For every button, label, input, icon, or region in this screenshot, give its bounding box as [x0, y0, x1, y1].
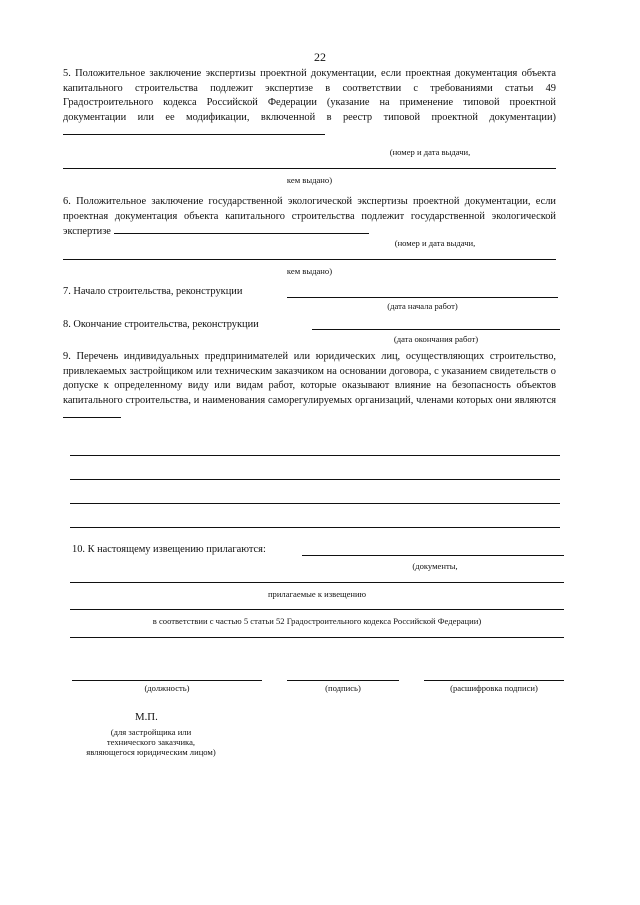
item-9-input-line[interactable]	[63, 408, 121, 418]
stamp-note: (для застройщика или технического заказчика, являющегося юридическим лицом)	[86, 727, 216, 758]
item-9-text: 9. Перечень индивидуальных предпринимателей или юридических лиц, осуществляющих строительство, привлекаемых застройщиком или техническим заказчиком на основании договора, с указанием свидетельств о допуске к определенному виду или видам работ, которые оказывают влияние на безопасность объектов капитального строительства, и наименования саморегулируемых организаций, членами которых они являются	[63, 351, 556, 406]
item-10-caption-attached: прилагаемые к извещению	[267, 589, 367, 599]
item-10-line-4[interactable]	[70, 637, 564, 638]
item-10-caption-documents: (документы,	[412, 561, 458, 571]
position-caption: (должность)	[144, 683, 190, 693]
position-line[interactable]	[72, 680, 262, 681]
item-10-caption-article: в соответствии с частью 5 статьи 52 Градостроительного кодекса Российской Федерации)	[152, 616, 482, 626]
item-10-line-2[interactable]	[70, 582, 564, 583]
item-5	[63, 67, 556, 141]
item-5-caption-number-date: (номер и дата выдачи,	[389, 147, 471, 157]
signature-caption: (подпись)	[325, 683, 361, 693]
page-number: 22	[314, 50, 326, 64]
item-6-second-line[interactable]	[63, 259, 556, 260]
item-6-caption-number-date: (номер и дата выдачи,	[394, 238, 476, 248]
item-6-text: 6. Положительное заключение государственной экологической экспертизы проектной документации, если проектная документация объекта капитального строительства подлежит государственной экологической экспертизе	[63, 196, 556, 238]
item-10-line-3[interactable]	[70, 609, 564, 610]
item-10-input-line[interactable]	[302, 555, 564, 556]
item-7-input-line[interactable]	[287, 297, 558, 298]
item-8-caption: (дата окончания работ)	[393, 334, 479, 344]
item-10-label: 10. К настоящему извещению прилагаются:	[72, 544, 266, 555]
decoding-line[interactable]	[424, 680, 564, 681]
item-9-line-1[interactable]	[70, 455, 560, 456]
item-6-input-line[interactable]	[114, 224, 369, 234]
item-7-caption: (дата начала работ)	[387, 301, 458, 311]
signature-line[interactable]	[287, 680, 399, 681]
item-5-text: 5. Положительное заключение экспертизы проектной документации, если проектная документация объекта капитального строительства подлежит экспертизе в соответствии с требованиями статьи 49 Градостроительного кодекса Российской Федерации (указание на применение типовой проектной документации или ее модификации, включенной в реестр типовой проектной документации)	[63, 68, 556, 123]
item-9-line-4[interactable]	[70, 527, 560, 528]
item-9-line-3[interactable]	[70, 503, 560, 504]
item-5-input-line[interactable]	[63, 125, 325, 135]
item-8-label: 8. Окончание строительства, реконструкции	[63, 319, 259, 330]
item-6	[63, 195, 556, 240]
item-5-caption-issuer: кем выдано)	[286, 175, 333, 185]
stamp-label: М.П.	[135, 711, 158, 723]
item-5-second-line[interactable]	[63, 168, 556, 169]
item-6-caption-issuer: кем выдано)	[286, 266, 333, 276]
decoding-caption: (расшифровка подписи)	[450, 683, 538, 693]
item-8-input-line[interactable]	[312, 329, 560, 330]
item-9-line-2[interactable]	[70, 479, 560, 480]
item-9	[63, 350, 556, 424]
item-7-label: 7. Начало строительства, реконструкции	[63, 286, 243, 297]
